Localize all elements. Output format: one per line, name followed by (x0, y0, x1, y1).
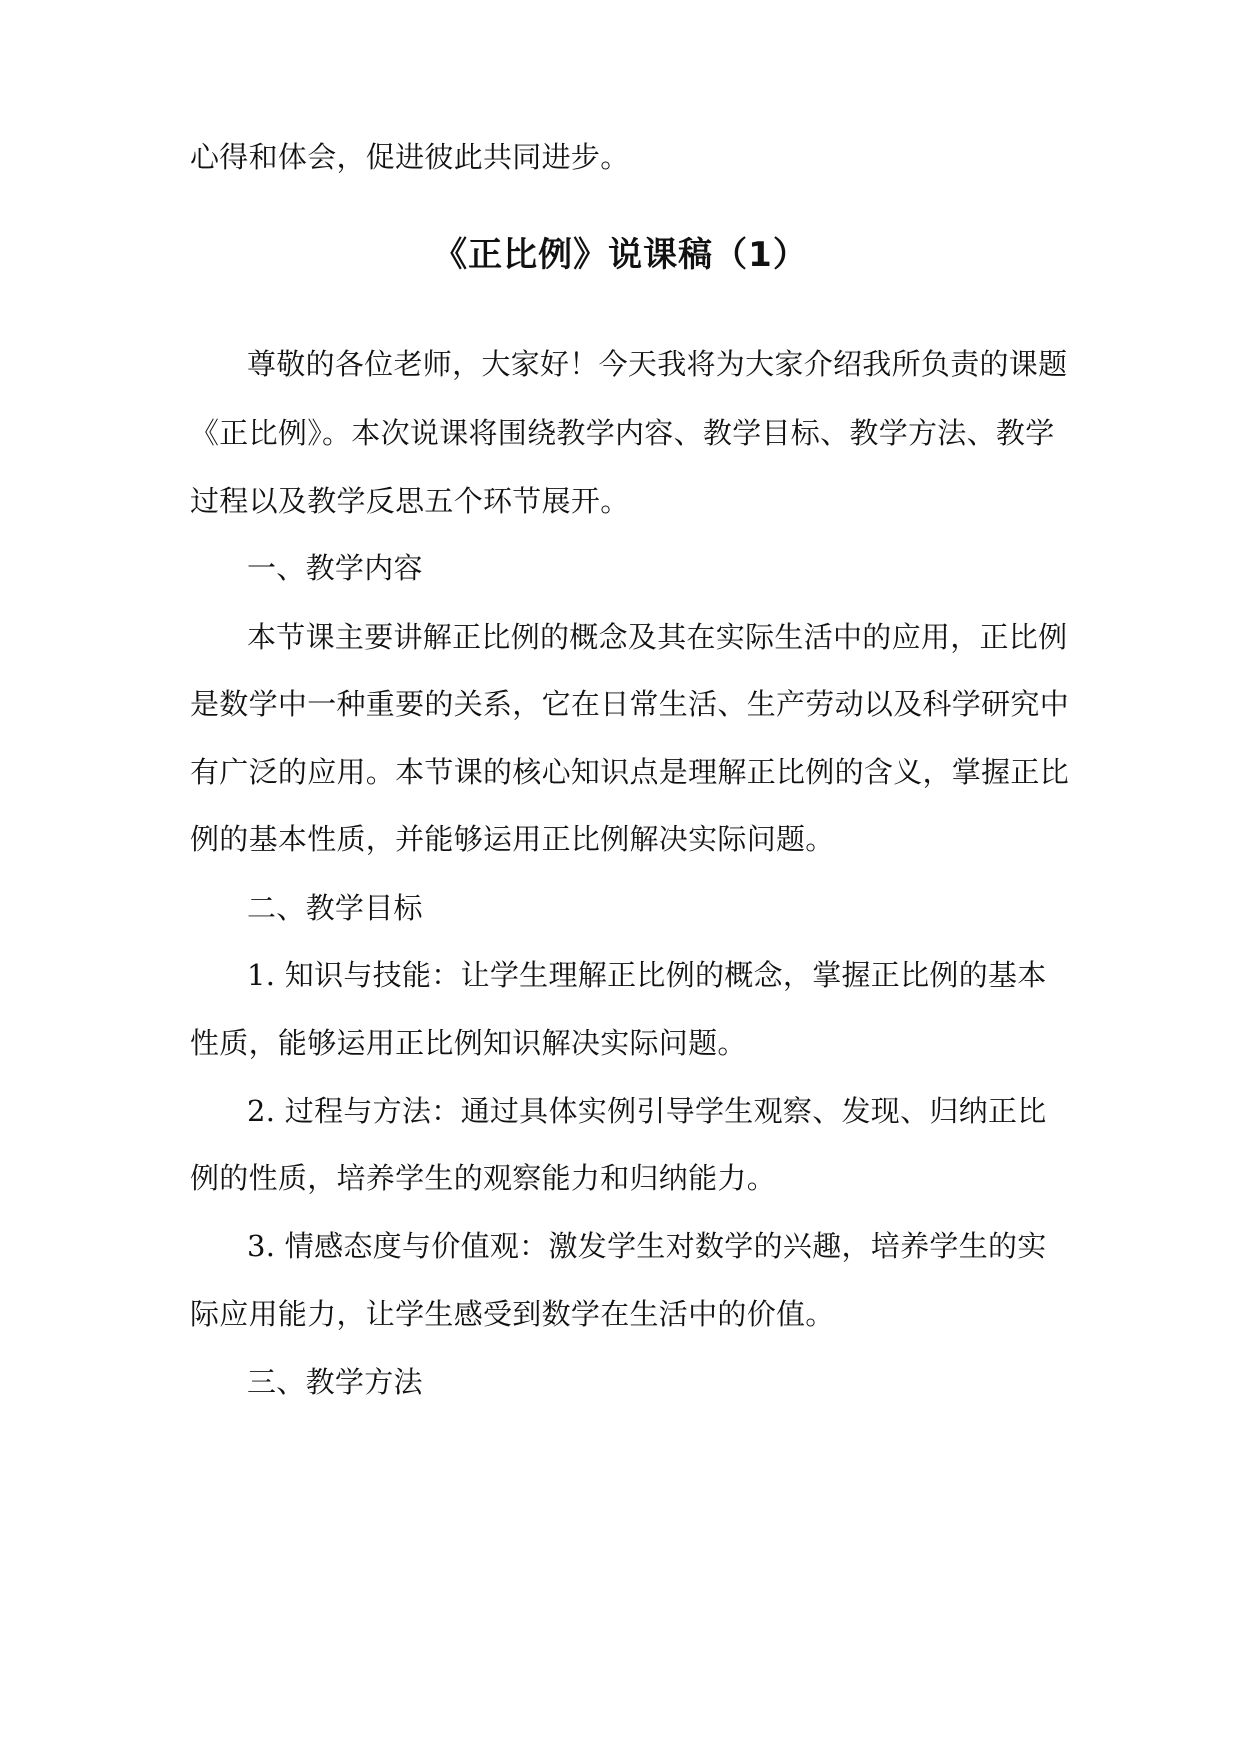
section1-line-4: 例的基本性质，并能够运用正比例解决实际问题。 (190, 822, 835, 856)
section1-heading: 一、教学内容 (247, 551, 423, 585)
intro-line-2: 《正比例》。本次说课将围绕教学内容、教学目标、教学方法、教学 (190, 416, 1055, 450)
section3-heading: 三、教学方法 (247, 1365, 423, 1399)
section1-line-3: 有广泛的应用。本节课的核心知识点是理解正比例的含义，掌握正比 (190, 755, 1070, 789)
goal1-line-1: 1. 知识与技能：让学生理解正比例的概念，掌握正比例的基本 (247, 958, 1047, 992)
document-title: 《正比例》说课稿（1） (433, 235, 808, 275)
continuation-line: 心得和体会，促进彼此共同进步。 (190, 140, 630, 174)
section2-heading: 二、教学目标 (247, 891, 423, 925)
intro-line-1: 尊敬的各位老师，大家好！今天我将为大家介绍我所负责的课题 (247, 347, 1068, 381)
section1-line-1: 本节课主要讲解正比例的概念及其在实际生活中的应用，正比例 (247, 620, 1068, 654)
intro-line-3: 过程以及教学反思五个环节展开。 (190, 484, 630, 518)
goal2-line-2: 例的性质，培养学生的观察能力和归纳能力。 (190, 1161, 777, 1195)
goal3-line-2: 际应用能力，让学生感受到数学在生活中的价值。 (190, 1297, 835, 1331)
section1-line-2: 是数学中一种重要的关系，它在日常生活、生产劳动以及科学研究中 (190, 687, 1070, 721)
goal3-line-1: 3. 情感态度与价值观：激发学生对数学的兴趣，培养学生的实 (247, 1229, 1047, 1263)
goal2-line-1: 2. 过程与方法：通过具体实例引导学生观察、发现、归纳正比 (247, 1094, 1047, 1128)
goal1-line-2: 性质，能够运用正比例知识解决实际问题。 (190, 1026, 747, 1060)
